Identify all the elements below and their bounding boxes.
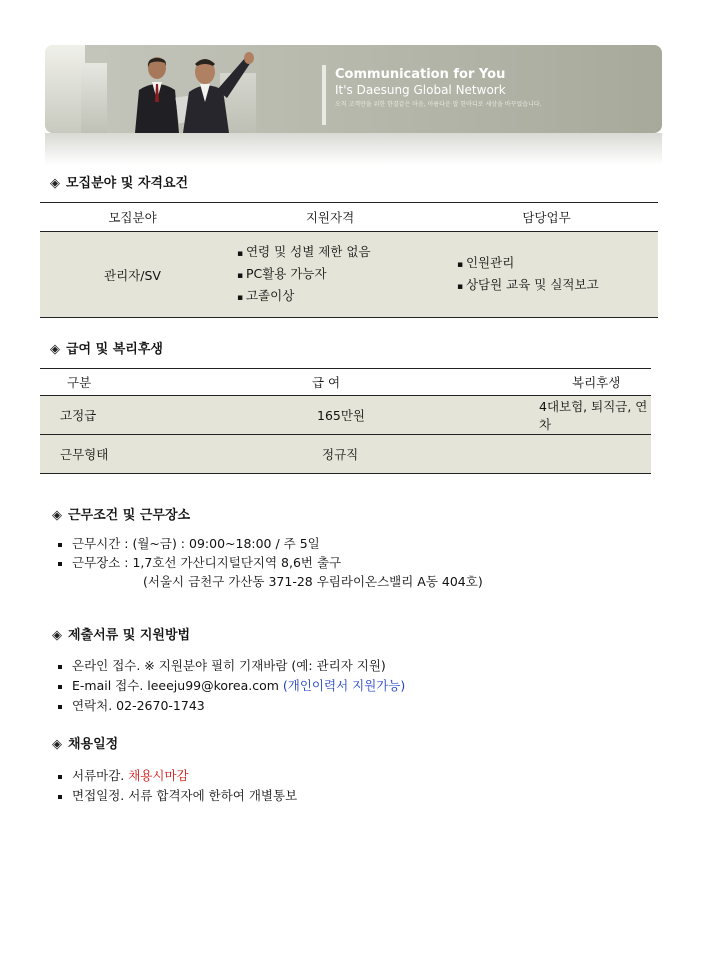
column-header: 지원자격 [225, 203, 435, 232]
bullet-icon [58, 562, 62, 566]
section-heading-recruitment: ◈ 모집분야 및 자격요건 [50, 176, 189, 191]
interview-line: 면접일정. 서류 합격자에 한하여 개별통보 [58, 786, 297, 804]
building-image [81, 63, 107, 133]
bullet-icon [58, 685, 62, 689]
table-cell: 근무형태 [40, 435, 227, 474]
bullet-icon [58, 775, 62, 779]
section-heading-salary: ◈ 급여 및 복리후생 [50, 342, 163, 357]
bullet-icon [58, 705, 62, 709]
table-cell: 4대보험, 퇴직금, 연차 [507, 396, 651, 435]
list-item: ▪ 연령 및 성별 제한 없음 [237, 242, 435, 264]
table-row [40, 435, 651, 474]
diamond-icon: ◈ [52, 508, 62, 523]
qualifications-cell [225, 232, 435, 318]
email-apply-line: E-mail 접수. leeeju99@korea.com (개인이력서 지원가능) [58, 676, 405, 694]
list-item: ▪ 인원관리 [457, 253, 658, 275]
diamond-icon: ◈ [50, 176, 60, 191]
list-item: ▪ 고졸이상 [237, 286, 435, 308]
bullet-icon [58, 665, 62, 669]
recruitment-table [40, 202, 658, 318]
contact-line: 연락처. 02-2670-1743 [58, 696, 205, 714]
field-cell: 관리자/SV [40, 232, 225, 318]
bullet-icon [58, 795, 62, 799]
list-item: ▪ 상담원 교육 및 실적보고 [457, 275, 658, 297]
column-header: 복리후생 [507, 369, 651, 396]
header-banner [45, 45, 662, 133]
businessmen-image [105, 50, 265, 133]
work-hours-line: 근무시간 : (월~금) : 09:00~18:00 / 주 5일 [58, 534, 320, 552]
diamond-icon: ◈ [50, 342, 60, 357]
diamond-icon: ◈ [52, 737, 62, 752]
column-header: 모집분야 [40, 203, 225, 232]
table-cell: 고정급 [40, 396, 227, 435]
online-apply-line: 온라인 접수. ※ 지원분야 필히 기재바람 (예: 관리자 지원) [58, 656, 386, 674]
table-cell: 165만원 [227, 396, 507, 435]
work-address-line: (서울시 금천구 가산동 371-28 우림라이온스밸리 A동 404호) [143, 574, 483, 589]
email-note: (개인이력서 지원가능) [282, 678, 406, 693]
table-row [40, 232, 658, 318]
duties-cell [435, 232, 658, 318]
section-heading-work-conditions: ◈ 근무조건 및 근무장소 [52, 508, 191, 523]
table-cell [507, 435, 651, 474]
banner-reflection [45, 133, 662, 165]
table-cell: 정규직 [227, 435, 507, 474]
banner-title: Communication for You [335, 67, 506, 82]
bullet-icon [58, 543, 62, 547]
section-heading-application: ◈ 제출서류 및 지원방법 [52, 628, 191, 643]
list-item: ▪ PC활용 가능자 [237, 264, 435, 286]
column-header: 구분 [40, 369, 227, 396]
deadline-line: 서류마감. 채용시마감 [58, 766, 189, 784]
work-place-line: 근무장소 : 1,7호선 가산디지털단지역 8,6번 출구 [58, 553, 341, 571]
banner-divider [322, 65, 326, 125]
deadline-value: 채용시마감 [128, 768, 189, 783]
section-heading-schedule: ◈ 채용일정 [52, 737, 119, 752]
diamond-icon: ◈ [52, 628, 62, 643]
banner-subtitle: It's Daesung Global Network [335, 83, 506, 97]
building-image [45, 45, 85, 133]
banner-tagline: 오직 고객만을 위한 한결같은 마음, 아름다운 말 한마디로 세상을 바꾸었습니다. [335, 101, 542, 108]
table-row [40, 396, 651, 435]
salary-table [40, 368, 651, 474]
column-header: 급 여 [227, 369, 507, 396]
column-header: 담당업무 [435, 203, 658, 232]
